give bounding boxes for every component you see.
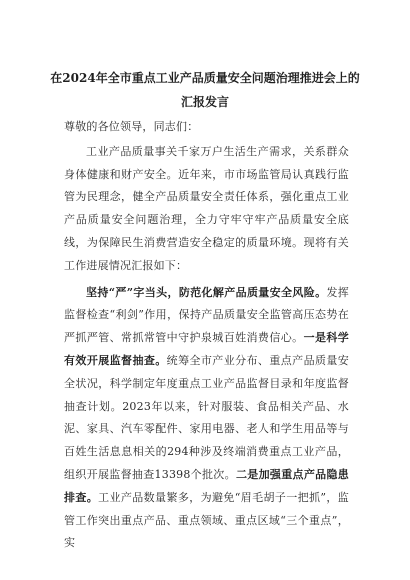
document-body bbox=[64, 116, 349, 555]
sub-heading-1: 一是科学有效开展监督抽查。 bbox=[64, 331, 349, 367]
section-paragraph bbox=[64, 282, 349, 556]
document-title bbox=[40, 66, 370, 114]
section-text-3: 工业产品数量繁多，为避免“眉毛胡子一把抓”，监管工作突出重点产品、重点领域、重点区域“三个重点”，实 bbox=[64, 490, 349, 550]
section-text-2: 统筹全市产业分布、重点产品质量安全状况，科学制定年度重点工业产品监督目录和年度监督抽查计划。2023年以来，针对服装、食品相关产品、水泥、家具、汽车零配件、家用电器、老人和学生用品等与百姓生活息息相关的294种涉及终端消费重点工业产品，组织开展监督抽查13398个批次。 bbox=[64, 353, 349, 481]
intro-paragraph: 工业产品质量事关千家万户生活生产需求，关系群众身体健康和财产安全。近年来，市市场监管局认真践行监管为民理念，健全产品质量安全责任体系，强化重点工业产品质量安全问题治理，全力守牢守牢产品质量安全底线，为保障民生消费营造安全稳定的质量环境。现将有关工作进展情况汇报如下： bbox=[64, 144, 349, 272]
section-heading: 坚持“严”字当头，防范化解产品质量安全风险。 bbox=[86, 285, 327, 299]
title-line-1: 在2024年全市重点工业产品质量安全问题治理推进会上的 bbox=[50, 71, 360, 85]
title-line-2: 汇报发言 bbox=[180, 95, 229, 109]
salutation: 尊敬的各位领导，同志们： bbox=[64, 120, 199, 133]
sub-heading-2: 二是加强重点产品隐患排查。 bbox=[64, 467, 349, 504]
section-text-1: 发挥监督检查“利剑”作用，保持产品质量安全监管高压态势在严抓严管、常抓常管中守护泉城百姓消费信心。 bbox=[64, 285, 349, 345]
